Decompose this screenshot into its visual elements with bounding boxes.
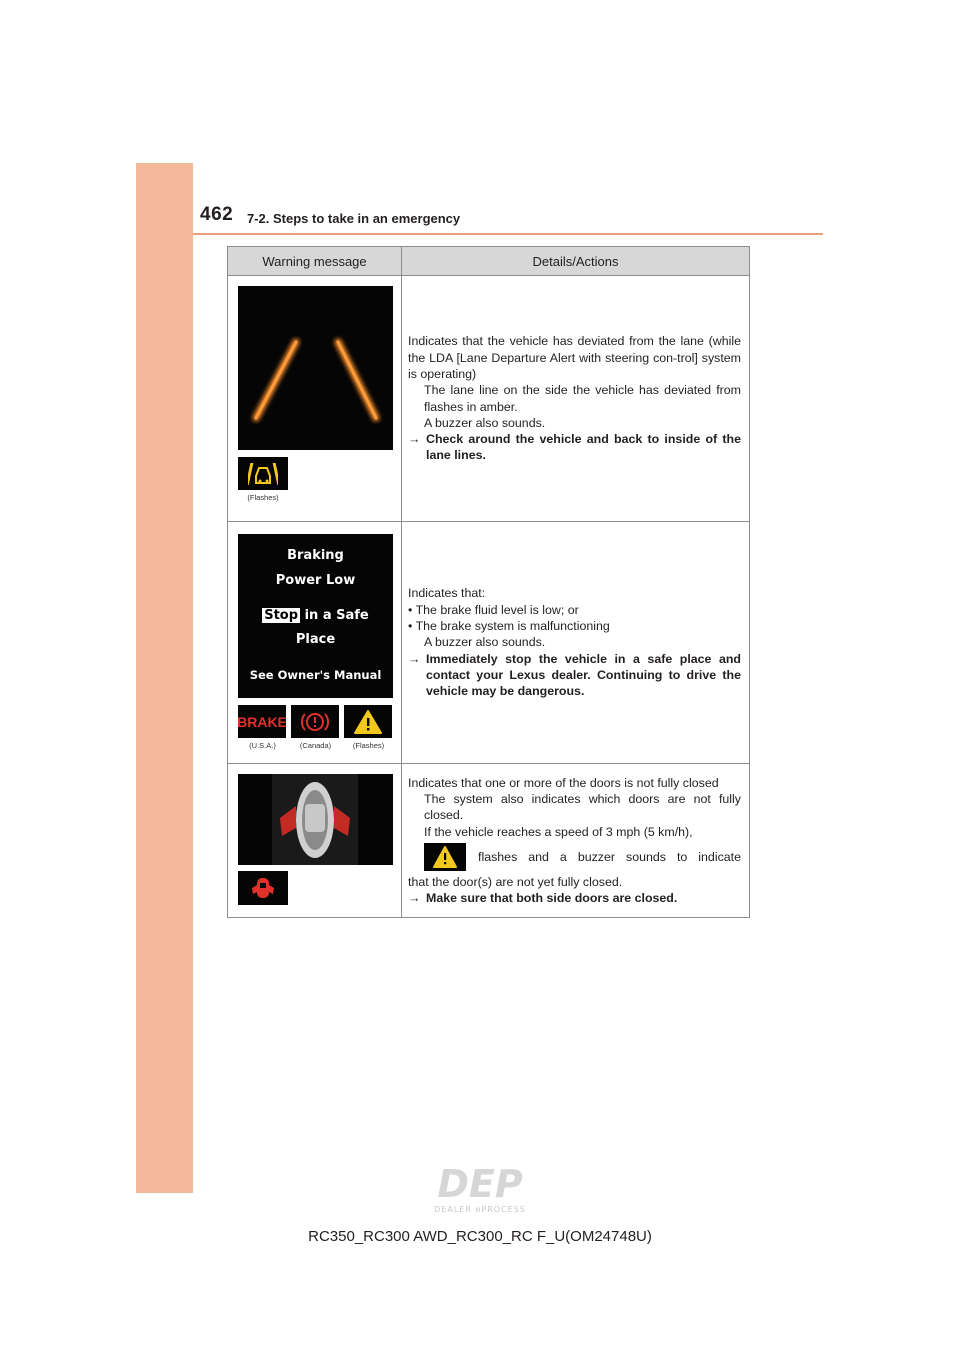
screen-line-power-low: Power Low	[275, 573, 356, 588]
screen-line-in-a-safe: in a Safe	[304, 608, 369, 623]
action-item	[408, 431, 741, 464]
details-text: A buzzer also sounds.	[424, 415, 546, 430]
arrow-icon: →	[408, 651, 421, 666]
page-number: 462	[200, 204, 234, 225]
door-open-indicator-icon	[238, 871, 288, 905]
table-row	[228, 276, 750, 522]
bullet-item: • The brake system is malfunctioning	[408, 619, 610, 634]
side-band	[136, 163, 193, 1193]
table-row	[228, 764, 750, 918]
bullet-text: The brake fluid level is low; or	[415, 602, 579, 617]
details-cell	[402, 522, 750, 764]
bullet-item: • The brake fluid level is low; or	[408, 602, 579, 617]
details-text: A buzzer also sounds.	[424, 635, 546, 650]
section-title: 7-2. Steps to take in an emergency	[247, 211, 461, 226]
details-text: flashes and a buzzer sounds to indicate	[478, 849, 741, 864]
logo-text: DEP	[437, 1163, 523, 1206]
details-text: Indicates that the vehicle has deviated from the lane (while the LDA [Lane Departure Alert with steering con-trol] system is operating)	[408, 334, 741, 381]
canada-caption: (Canada)	[299, 741, 332, 750]
logo-subtext: DEALER ePROCESS	[434, 1205, 526, 1214]
screen-line-braking: Braking	[287, 548, 344, 563]
screen-line-owners-manual: See Owner's Manual	[249, 668, 382, 682]
col-warning-message: Warning message	[228, 247, 402, 276]
dep-logo	[416, 1163, 546, 1220]
braking-power-low-screen	[238, 534, 393, 698]
door-open-screen	[238, 774, 393, 865]
usa-caption: (U.S.A.)	[249, 741, 276, 750]
screen-line-place: Place	[295, 632, 336, 647]
action-text: Check around the vehicle and back to inside of the lane lines.	[426, 432, 741, 463]
details-text: The lane line on the side the vehicle has deviated from flashes in amber.	[424, 383, 741, 414]
table-header-row	[228, 247, 750, 276]
action-text: Make sure that both side doors are closed.	[426, 891, 678, 906]
flashes-caption: (Flashes)	[247, 493, 279, 502]
action-text: Immediately stop the vehicle in a safe place and contact your Lexus dealer. Continuing to drive the vehicle may be dangerous.	[426, 651, 741, 699]
action-item	[408, 651, 741, 700]
table-row	[228, 522, 750, 764]
warning-image-cell	[228, 276, 402, 522]
warning-triangle-icon	[424, 843, 466, 871]
flashes-caption: (Flashes)	[352, 741, 385, 750]
details-text: that the door(s) are not yet fully closed.	[408, 874, 623, 889]
col-details-actions: Details/Actions	[402, 247, 750, 276]
warning-image-cell	[228, 764, 402, 918]
lane-departure-screen	[238, 286, 393, 450]
arrow-icon: →	[408, 891, 421, 906]
warning-triangle-icon	[344, 705, 392, 738]
warning-table	[227, 246, 750, 918]
brake-circle-icon	[291, 705, 339, 738]
stop-highlight: Stop	[264, 608, 299, 623]
header-rule	[193, 233, 823, 235]
footer-model-code: RC350_RC300 AWD_RC300_RC F_U(OM24748U)	[308, 1228, 652, 1245]
details-text: If the vehicle reaches a speed of 3 mph (5 km/h),	[424, 824, 693, 839]
details-cell	[402, 764, 750, 918]
warning-image-cell	[228, 522, 402, 764]
brake-indicator-label: BRAKE	[237, 713, 287, 730]
bullet-text: The brake system is malfunctioning	[415, 619, 610, 634]
action-item	[408, 890, 741, 906]
details-text: Indicates that one or more of the doors is not fully closed	[408, 775, 719, 790]
details-text: Indicates that:	[408, 586, 486, 601]
details-inline-icon-line	[408, 843, 741, 871]
details-text: The system also indicates which doors are not fully closed.	[424, 791, 741, 823]
details-cell	[402, 276, 750, 522]
lane-lines-graphic	[238, 286, 393, 450]
screen-line-stop	[238, 608, 393, 623]
arrow-icon: →	[408, 432, 421, 447]
lda-indicator-icon	[238, 457, 288, 490]
car-doors-graphic	[238, 774, 393, 865]
brake-text-indicator	[238, 705, 286, 738]
